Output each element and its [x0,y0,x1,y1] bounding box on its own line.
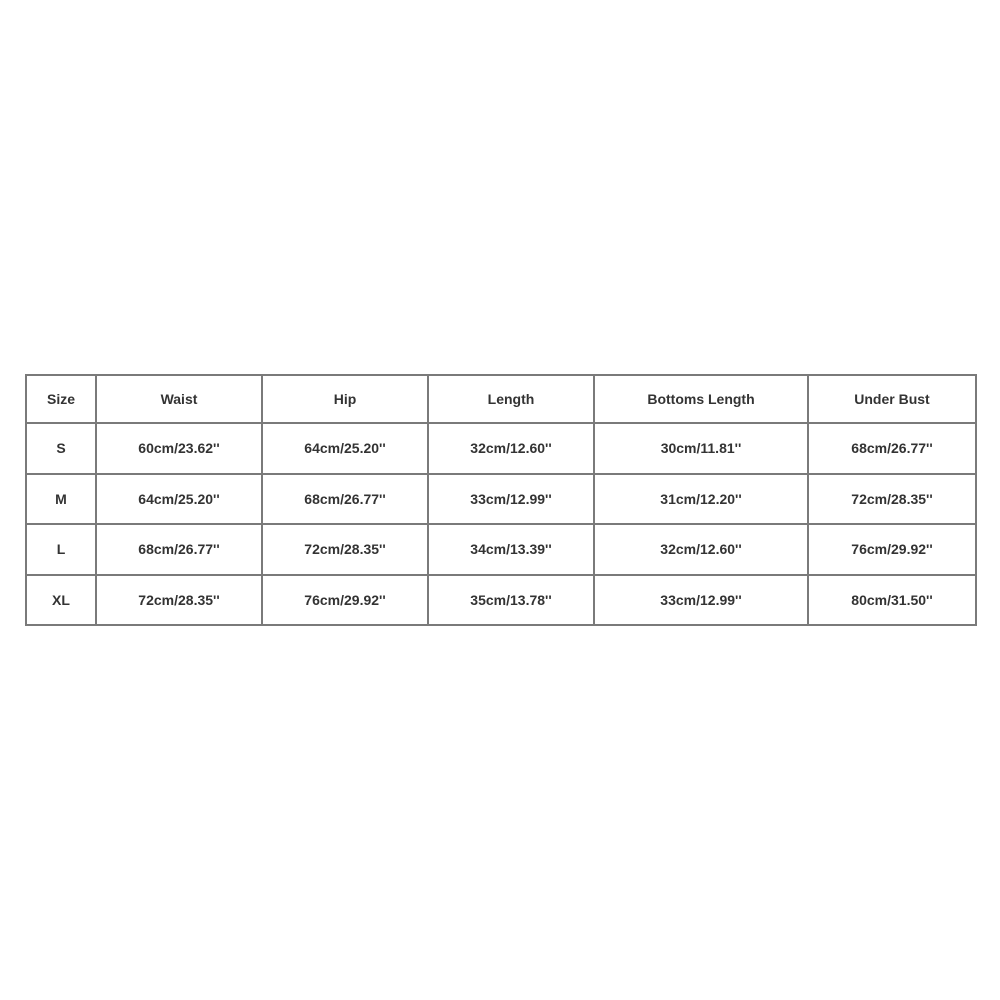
cell-under-bust: 76cm/29.92'' [809,525,977,576]
table-header-row [27,376,977,424]
cell-bottoms-length: 33cm/12.99'' [595,576,809,627]
cell-hip: 68cm/26.77'' [263,475,429,526]
cell-hip: 72cm/28.35'' [263,525,429,576]
cell-under-bust: 72cm/28.35'' [809,475,977,526]
header-bottoms-length: Bottoms Length [595,376,809,424]
cell-bottoms-length: 30cm/11.81'' [595,424,809,475]
size-chart-table [25,374,977,626]
cell-size: M [27,475,97,526]
header-under-bust: Under Bust [809,376,977,424]
table-row [27,525,977,576]
cell-waist: 64cm/25.20'' [97,475,263,526]
cell-size: S [27,424,97,475]
cell-waist: 68cm/26.77'' [97,525,263,576]
cell-under-bust: 68cm/26.77'' [809,424,977,475]
cell-length: 33cm/12.99'' [429,475,595,526]
cell-hip: 76cm/29.92'' [263,576,429,627]
cell-bottoms-length: 32cm/12.60'' [595,525,809,576]
header-length: Length [429,376,595,424]
cell-waist: 60cm/23.62'' [97,424,263,475]
table-row [27,475,977,526]
cell-size: XL [27,576,97,627]
table-row [27,576,977,627]
header-hip: Hip [263,376,429,424]
header-waist: Waist [97,376,263,424]
table-row [27,424,977,475]
cell-length: 35cm/13.78'' [429,576,595,627]
header-size: Size [27,376,97,424]
cell-hip: 64cm/25.20'' [263,424,429,475]
cell-under-bust: 80cm/31.50'' [809,576,977,627]
cell-length: 32cm/12.60'' [429,424,595,475]
cell-waist: 72cm/28.35'' [97,576,263,627]
cell-size: L [27,525,97,576]
cell-length: 34cm/13.39'' [429,525,595,576]
cell-bottoms-length: 31cm/12.20'' [595,475,809,526]
